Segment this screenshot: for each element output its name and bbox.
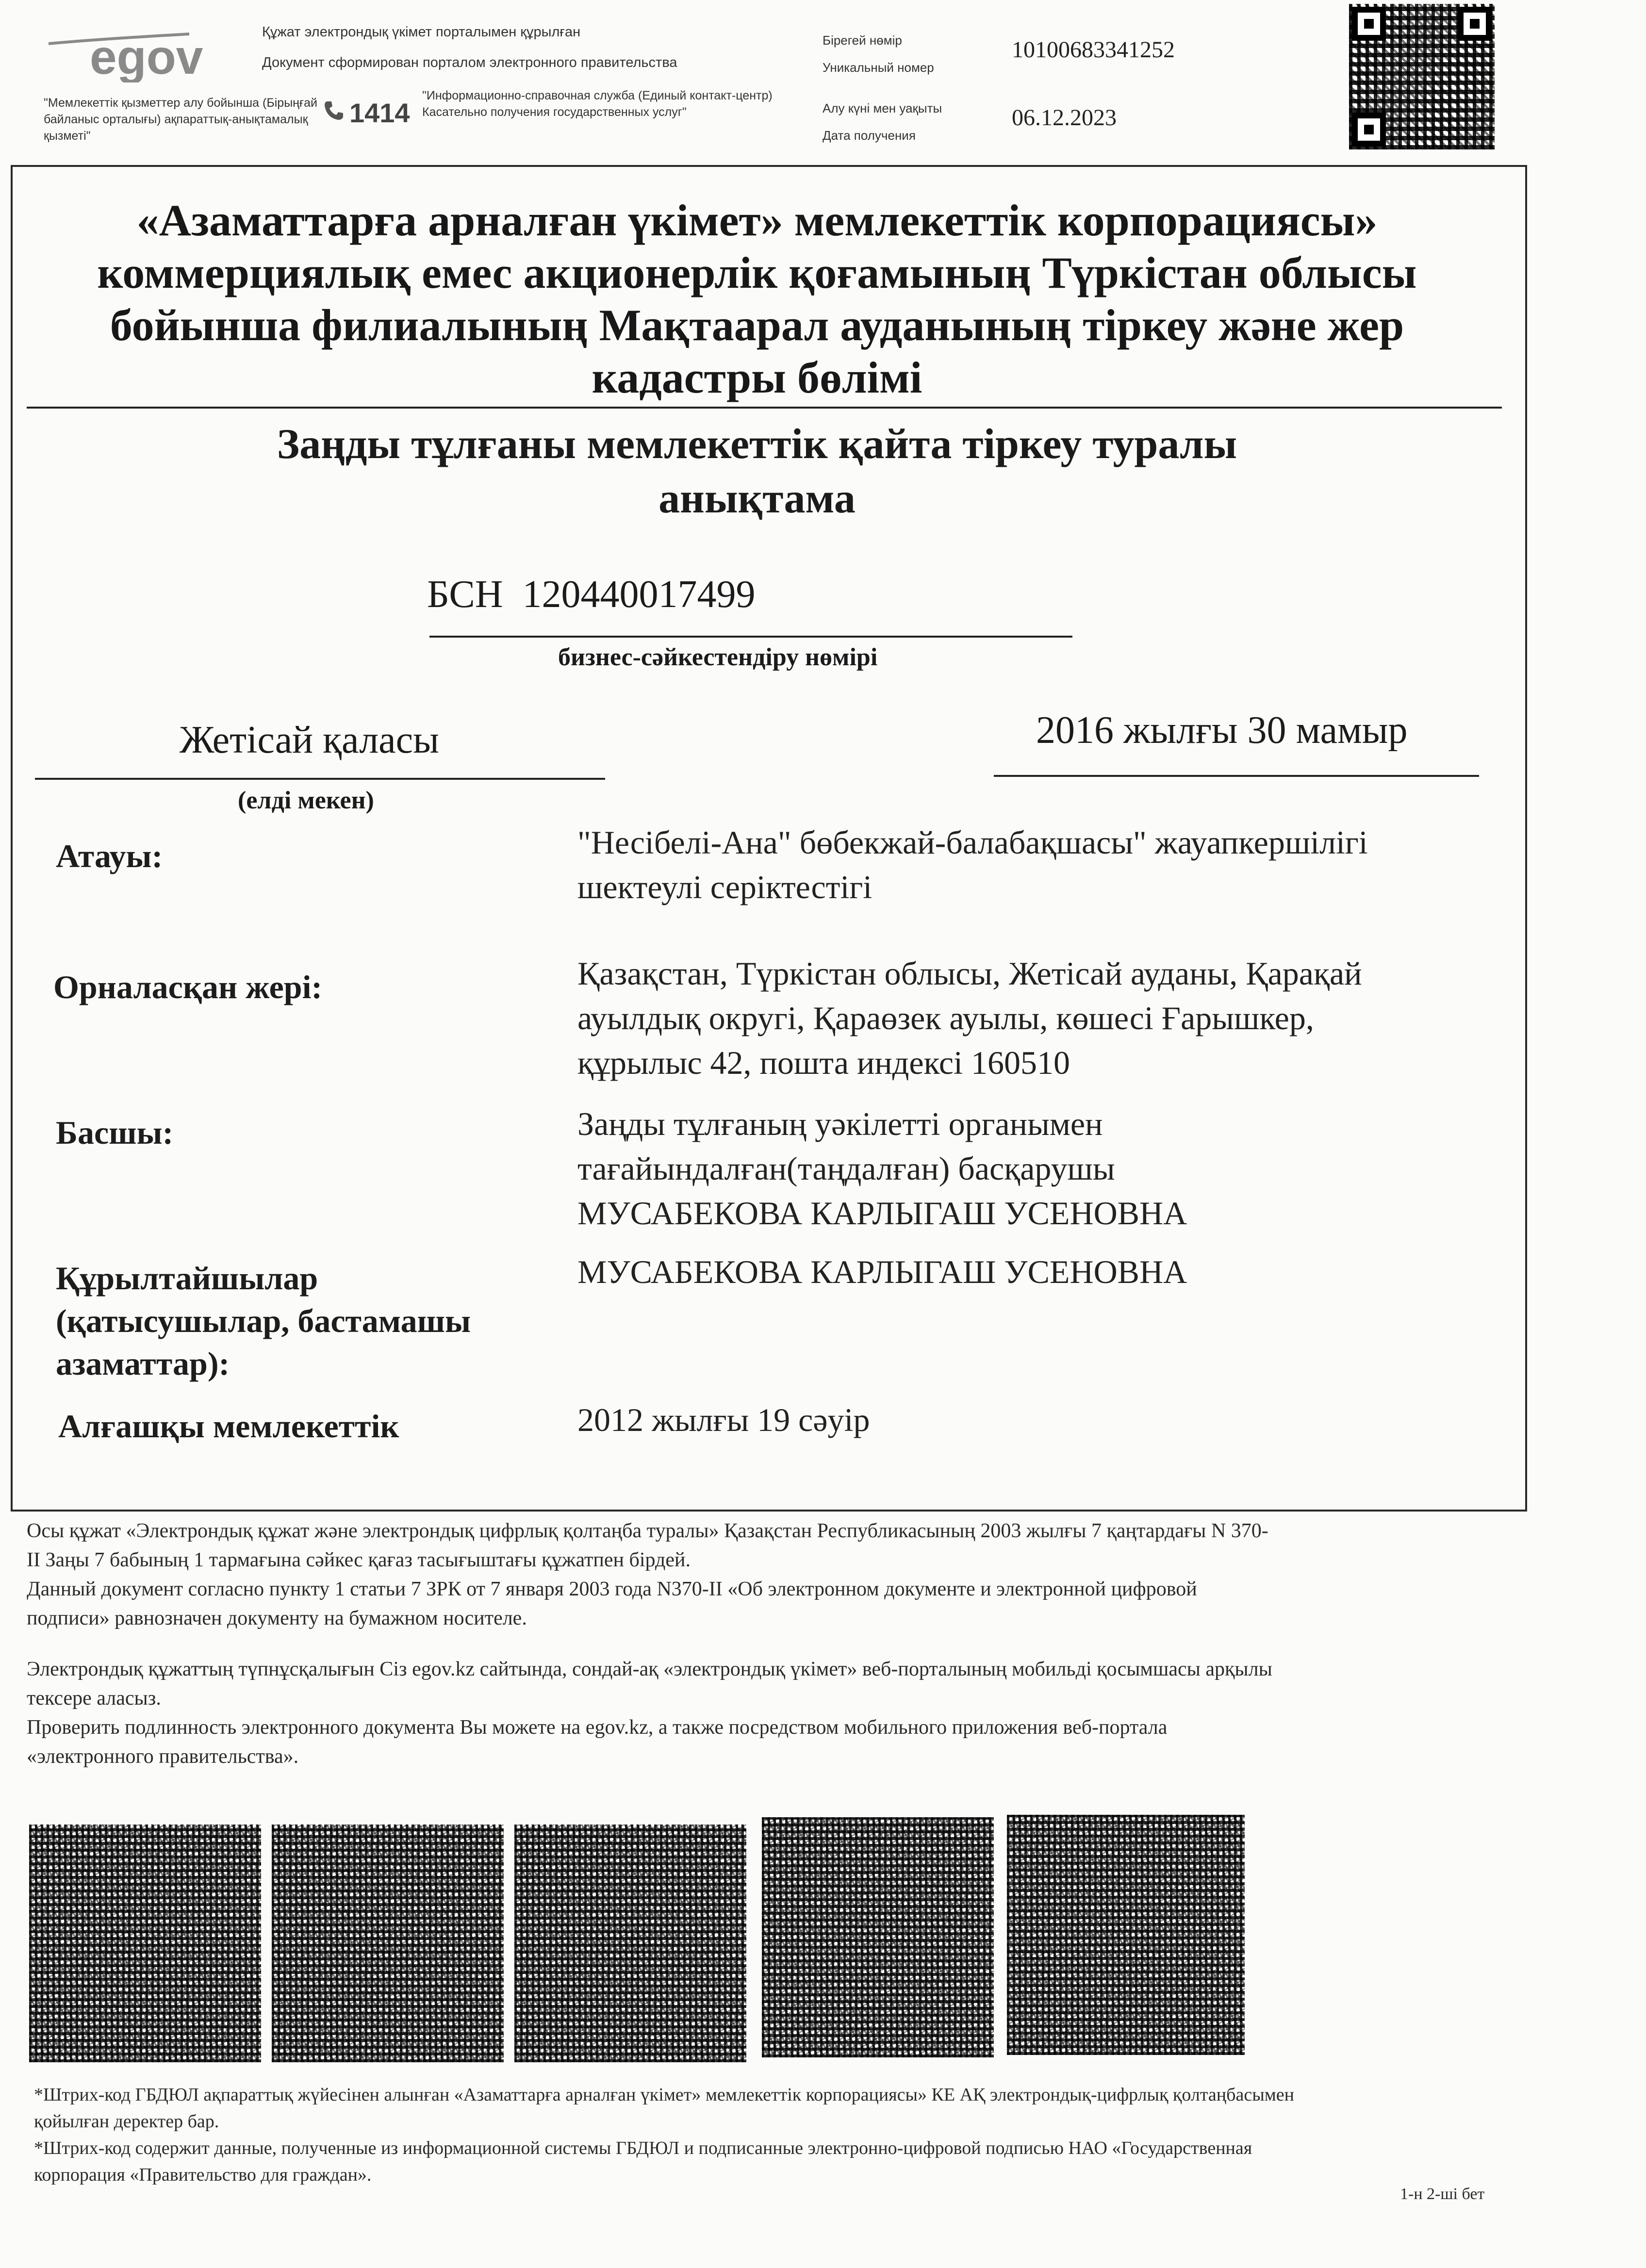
barcode-note-ru-1: *Штрих-код содержит данные, полученные из информационной системы ГБДЮЛ и подписанные электронно-цифровой подписью НАО «Государственная (34, 2138, 1252, 2158)
logo-text: egov (90, 30, 203, 82)
initial-registration-label: Алғашқы мемлекеттік (58, 1408, 399, 1445)
barcode-note-kz-1: *Штрих-код ГБДЮЛ ақпараттық жүйесінен алынған «Азаматтарға арналған үкімет» мемлекеттік корпорациясы» КЕ АҚ электрондық-цифрлық қолтаңбасымен (34, 2085, 1294, 2105)
head-line-3: МУСАБЕКОВА КАРЛЫГАШ УСЕНОВНА (577, 1195, 1187, 1232)
bin-value: 120440017499 (522, 573, 756, 616)
barcode-2 (272, 1824, 504, 2062)
bin-prefix: БСН (427, 573, 503, 616)
name-value (577, 820, 1368, 909)
registration-date: 2016 жылғы 30 мамыр (1036, 709, 1408, 752)
barcode-1 (29, 1824, 261, 2062)
founders-label-line-2: (қатысушылар, бастамашы (56, 1302, 471, 1339)
org-line-2: коммерциялық емес акционерлік қоғамының Түркістан облысы (97, 248, 1417, 297)
address-line-1: Қазақстан, Түркістан облысы, Жетісай ауданы, Қарақай (577, 955, 1362, 992)
bin-underline (429, 636, 1072, 638)
organization-title (29, 194, 1485, 404)
founders-label (56, 1257, 471, 1385)
address-value (577, 951, 1362, 1085)
verify-kz-line-2: тексере аласыз. (27, 1687, 161, 1709)
org-line-1: «Азаматтарға арналған үкімет» мемлекеттік корпорациясы» (136, 196, 1378, 245)
service-ru: "Информационно-справочная служба (Единый контакт-центр) Касательно получения государственных услуг" (422, 89, 773, 119)
verify-ru-line-1: Проверить подлинность электронного документа Вы можете на egov.kz, а также посредством мобильного приложения веб-портала (27, 1716, 1168, 1739)
founders-label-line-3: азаматтар): (56, 1345, 230, 1382)
unique-kz-label: Бірегей нөмір (823, 33, 902, 48)
document-title (121, 417, 1393, 526)
qr-code-icon (1349, 4, 1495, 149)
org-line-4: кадастры бөлімі (592, 353, 922, 402)
verify-ru-line-2: «электронного правительства». (27, 1745, 299, 1768)
place-name: Жетісай қаласы (180, 719, 439, 761)
name-line-2: шектеулі серіктестігі (577, 869, 872, 905)
date-ru-label: Дата получения (823, 128, 916, 143)
initial-registration-value: 2012 жылғы 19 сәуір (577, 1401, 870, 1438)
phone-icon (323, 99, 344, 123)
legal-kz-line-1: Осы құжат «Электрондық құжат және электрондық цифрлық қолтаңба туралы» Қазақстан Республикасының 2003 жылғы 7 қаңтардағы N 370- (27, 1520, 1268, 1542)
place-underline (35, 778, 605, 780)
founders-value: МУСАБЕКОВА КАРЛЫГАШ УСЕНОВНА (577, 1253, 1187, 1290)
title-divider (27, 407, 1502, 409)
service-kz: "Мемлекеттік қызметтер алу бойынша (Бірыңғай байланыс орталығы) ақпараттық-анықтамалық қызметі" (44, 96, 317, 143)
date-underline (994, 775, 1479, 777)
verify-kz-line-1: Электрондық құжаттың түпнұсқалығын Сіз egov.kz сайтында, сондай-ақ «электрондық үкімет» веб-порталының мобильді қосымшасы арқылы (27, 1658, 1272, 1680)
address-line-2: ауылдық округі, Қараөзек ауылы, көшесі Ғарышкер, (577, 1000, 1314, 1036)
address-label: Орналасқан жері: (53, 969, 323, 1005)
generated-ru: Документ сформирован порталом электронного правительства (262, 55, 677, 70)
title-line-2: анықтама (658, 475, 856, 522)
barcode-4 (762, 1817, 994, 2057)
place-caption: (елді мекен) (238, 787, 374, 814)
barcode-note-ru-2: корпорация «Правительство для граждан». (34, 2165, 372, 2185)
founders-label-line-1: Құрылтайшылар (56, 1260, 318, 1297)
name-line-1: "Несібелі-Ана" бөбекжай-балабақшасы" жауапкершілігі (577, 824, 1368, 861)
unique-number: 10100683341252 (1012, 37, 1175, 63)
head-label: Басшы: (56, 1114, 174, 1151)
egov-logo-icon (44, 19, 228, 82)
legal-ru-line-1: Данный документ согласно пункту 1 статьи 7 ЗРК от 7 января 2003 года N370-II «Об электронном документе и электронной цифровой (27, 1578, 1197, 1600)
head-line-1: Заңды тұлғаның уәкілетті органымен (577, 1105, 1103, 1142)
title-line-1: Заңды тұлғаны мемлекеттік қайта тіркеу туралы (277, 421, 1237, 468)
receipt-date: 06.12.2023 (1012, 105, 1117, 131)
date-kz-label: Алу күні мен уақыты (823, 101, 942, 115)
phone-number: 1414 (349, 98, 410, 128)
org-line-3: бойынша филиалының Мақтаарал ауданының тіркеу және жер (110, 300, 1404, 350)
bin-number (427, 573, 756, 617)
legal-ru-line-2: подписи» равнозначен документу на бумажном носителе. (27, 1607, 527, 1629)
head-line-2: тағайындалған(таңдалған) басқарушы (577, 1150, 1115, 1187)
barcode-3 (514, 1824, 746, 2062)
generated-kz: Құжат электрондық үкімет порталымен құрылған (262, 24, 581, 40)
head-value (577, 1101, 1187, 1235)
legal-kz-line-2: II Заңы 7 бабының 1 тармағына сәйкес қағаз тасығыштағы құжатпен бірдей. (27, 1549, 691, 1571)
barcode-note-kz-2: қойылған деректер бар. (34, 2111, 219, 2132)
barcode-5 (1007, 1815, 1245, 2055)
bin-caption: бизнес-сәйкестендіру нөмірі (558, 643, 878, 671)
name-label: Атауы: (56, 838, 163, 874)
address-line-3: құрылыс 42, пошта индексі 160510 (577, 1044, 1070, 1081)
unique-ru-label: Уникальный номер (823, 60, 934, 75)
page-number: 1-н 2-ші бет (1400, 2185, 1485, 2203)
